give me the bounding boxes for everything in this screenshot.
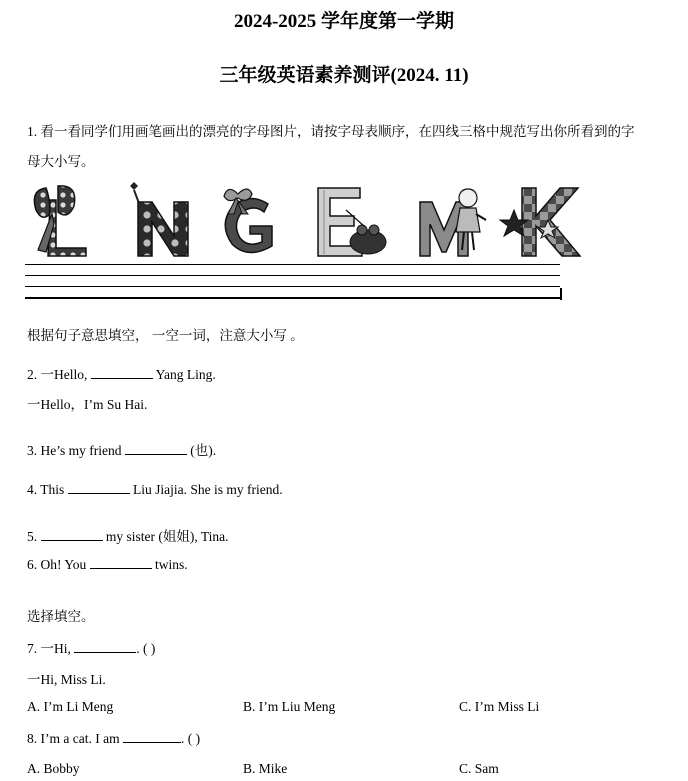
decorated-letters-image xyxy=(28,180,588,260)
letter-m-image xyxy=(420,188,486,256)
q2-blank[interactable] xyxy=(91,366,153,379)
writing-line-1 xyxy=(25,264,560,265)
q7-prefix: 7. 一Hi, xyxy=(27,641,71,656)
exam-title-line2: 三年级英语素养测评(2024. 11) xyxy=(219,65,469,86)
q3-blank[interactable] xyxy=(125,442,187,455)
q5-line xyxy=(27,525,229,545)
q7-option-a[interactable]: A. I’m Li Meng xyxy=(27,699,114,714)
q8-suffix: . ( ) xyxy=(180,731,201,746)
letter-g-image xyxy=(224,189,272,253)
q4-line xyxy=(27,481,283,498)
q2-suffix: Yang Ling. xyxy=(155,367,216,382)
q6-suffix: twins. xyxy=(155,557,188,572)
q6-prefix: 6. Oh! You xyxy=(27,557,87,572)
section3-instruction: 选择填空。 xyxy=(27,609,95,624)
q4-blank[interactable] xyxy=(68,481,130,494)
q1-instruction-line1: 1. 看一看同学们用画笔画出的漂亮的字母图片，请按字母表顺序，在四线三格中规范写出你所看到的字 xyxy=(27,124,635,139)
q8-blank[interactable] xyxy=(123,730,181,743)
letter-k-image xyxy=(500,188,580,256)
letter-n-image xyxy=(130,182,188,256)
letter-e-image xyxy=(318,188,386,256)
q7-option-c[interactable]: C. I’m Miss Li xyxy=(459,699,540,714)
q3-prefix: 3. He’s my friend xyxy=(27,443,122,458)
q8-line xyxy=(27,730,200,747)
q5-blank[interactable] xyxy=(41,528,103,541)
q5-suffix: my sister (姐姐), Tina. xyxy=(105,529,229,544)
q7-reply: 一Hi, Miss Li. xyxy=(27,672,106,687)
q7-suffix: . ( ) xyxy=(136,641,156,656)
q4-suffix: Liu Jiajia. She is my friend. xyxy=(133,482,283,497)
q7-blank[interactable] xyxy=(74,640,136,653)
q2-prefix: 2. 一Hello, xyxy=(27,367,88,382)
exam-title-line1: 2024-2025 学年度第一学期 xyxy=(233,11,455,32)
q4-prefix: 4. This xyxy=(27,482,65,497)
writing-line-2 xyxy=(25,275,560,276)
q5-prefix: 5. xyxy=(27,529,38,544)
q2-reply: 一Hello，I’m Su Hai. xyxy=(27,397,148,412)
q6-line xyxy=(27,556,188,573)
section2-instruction: 根据句子意思填空， 一空一词，注意大小写 。 xyxy=(27,328,304,343)
q7-option-b[interactable]: B. I’m Liu Meng xyxy=(243,699,336,714)
writing-line-3 xyxy=(25,286,560,287)
q8-option-a[interactable]: A. Bobby xyxy=(27,761,80,776)
writing-line-end-mark xyxy=(560,288,562,300)
letter-l-image xyxy=(34,186,86,256)
q6-blank[interactable] xyxy=(90,556,152,569)
q8-option-b[interactable]: B. Mike xyxy=(243,761,288,776)
q3-suffix: (也). xyxy=(190,443,217,458)
q8-option-c[interactable]: C. Sam xyxy=(459,761,499,776)
writing-line-4 xyxy=(25,297,560,299)
writing-lines-area[interactable] xyxy=(25,262,565,302)
q2-line xyxy=(27,363,216,383)
q8-prefix: 8. I’m a cat. I am xyxy=(27,731,120,746)
q7-line xyxy=(27,637,155,657)
q3-line xyxy=(27,439,216,459)
q1-instruction-line2: 母大小写。 xyxy=(27,154,95,169)
